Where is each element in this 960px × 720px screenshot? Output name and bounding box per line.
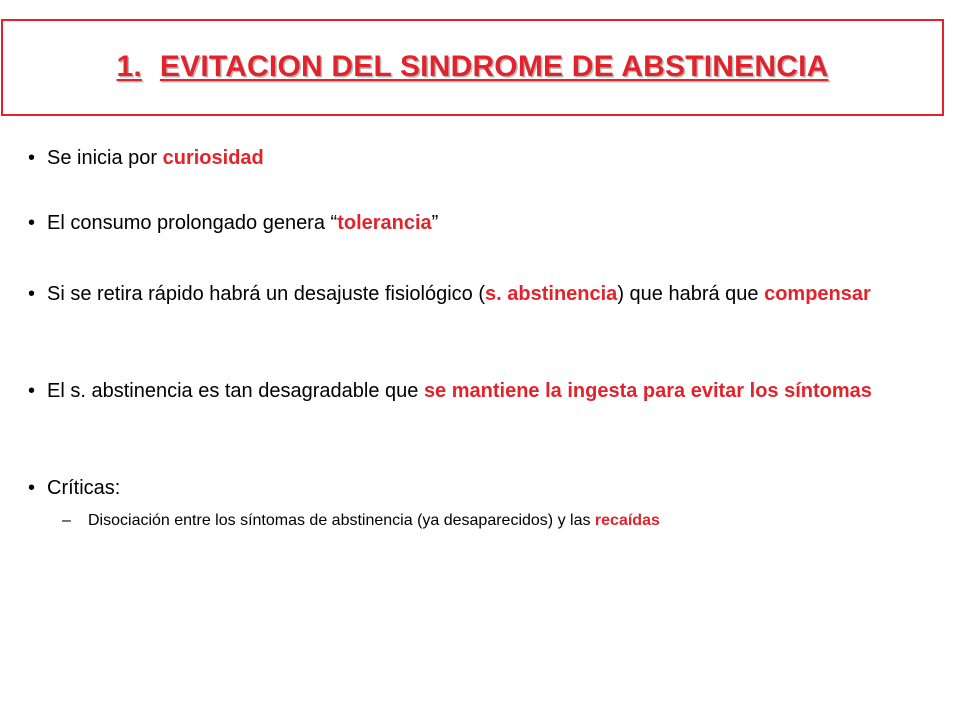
- sub-bullet-text: Disociación entre los síntomas de abstinencia (ya desaparecidos) y las recaídas: [88, 512, 660, 529]
- highlight-ingesta: se mantiene la ingesta para evitar los síntomas: [423, 380, 872, 402]
- bullet-text: El s. abstinencia es tan desagradable que se mantiene la ingesta para evitar los síntomas: [47, 380, 872, 402]
- highlight-abstinencia: s. abstinencia: [485, 283, 618, 305]
- bullet-marker: •: [28, 380, 36, 402]
- highlight-recaidas: recaídas: [594, 512, 660, 529]
- bullet-marker: •: [28, 477, 36, 499]
- bullet-text: El consumo prolongado genera “tolerancia”: [47, 212, 439, 234]
- title-number: 1.: [116, 49, 142, 83]
- bullet-marker: •: [28, 283, 36, 305]
- slide-title: [117, 50, 829, 84]
- highlight-compensar: compensar: [764, 283, 871, 305]
- sub-bullet-marker: –: [62, 512, 71, 529]
- title-text: EVITACION DEL SINDROME DE ABSTINENCIA: [159, 49, 829, 83]
- bullet-marker: •: [28, 147, 36, 169]
- highlight-tolerancia: tolerancia: [337, 212, 432, 234]
- bullet-text: Se inicia por curiosidad: [47, 147, 264, 169]
- highlight-curiosidad: curiosidad: [162, 147, 264, 169]
- bullet-text: Críticas:: [47, 477, 121, 499]
- title-box: [1, 19, 944, 116]
- bullet-text: Si se retira rápido habrá un desajuste fisiológico (s. abstinencia) que habrá que compensar: [47, 283, 871, 305]
- bullet-marker: •: [28, 212, 36, 234]
